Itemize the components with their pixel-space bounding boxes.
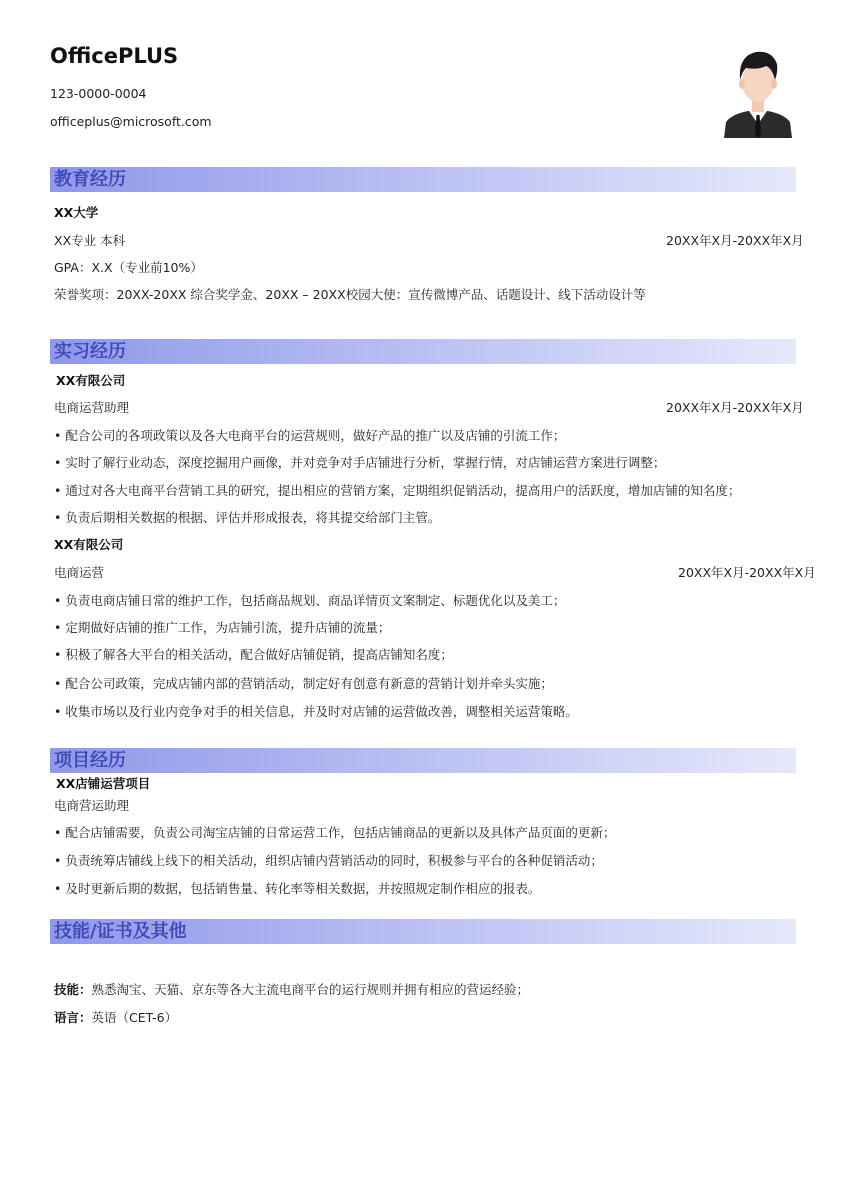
job-role: 电商运营助理: [54, 400, 130, 415]
skills-label: 技能：: [54, 982, 92, 997]
skills-text: 熟悉淘宝、天猫、京东等各大主流电商平台的运行规则并拥有相应的营运经验；: [91, 982, 530, 997]
project-bullet: • 及时更新后期的数据，包括销售量、转化率等相关数据，并按照规定制作相应的报表。: [54, 881, 540, 897]
section-skills: [50, 919, 796, 944]
job-bullet: • 负责后期相关数据的根据、评估并形成报表，将其提交给部门主管。: [54, 510, 440, 526]
avatar: [722, 44, 794, 138]
email-address: officeplus@microsoft.com: [50, 114, 212, 129]
company-name: XX有限公司: [56, 373, 126, 388]
job-bullet: • 实时了解行业动态，深度挖掘用户画像，并对竞争对手店铺进行分析，掌握行情，对店铺运营方案进行调整；: [54, 455, 665, 471]
job-bullet: • 通过对各大电商平台营销工具的研究，提出相应的营销方案，定期组织促销活动，提高用户的活跃度，增加店铺的知名度；: [54, 483, 740, 499]
section-internship: [50, 339, 796, 364]
project-name: XX店铺运营项目: [56, 776, 151, 791]
job-bullet: • 配合公司政策，完成店铺内部的营销活动，制定好有创意有新意的营销计划并牵头实施；: [54, 676, 553, 692]
section-project: [50, 748, 796, 773]
job-bullet: • 收集市场以及行业内竞争对手的相关信息，并及时对店铺的运营做改善，调整相关运营策略。: [54, 704, 578, 720]
candidate-name: OfficePLUS: [50, 44, 179, 68]
awards: 荣誉奖项：20XX-20XX 综合奖学金、20XX – 20XX校园大使：宣传微博产品、话题设计、线下活动设计等: [54, 287, 646, 302]
project-role: 电商营运助理: [54, 798, 130, 813]
project-bullet: • 配合店铺需要，负责公司淘宝店铺的日常运营工作，包括店铺商品的更新以及具体产品页面的更新；: [54, 825, 615, 841]
language-label: 语言：: [54, 1010, 92, 1025]
major-degree: XX专业 本科: [54, 233, 126, 248]
section-title: 项目经历: [54, 750, 126, 771]
job-bullet: • 定期做好店铺的推广工作，为店铺引流，提升店铺的流量；: [54, 620, 390, 636]
language-text: 英语（CET-6）: [91, 1010, 178, 1025]
school-name: XX大学: [54, 205, 99, 220]
section-title: 技能/证书及其他: [54, 921, 187, 942]
gpa: GPA：X.X（专业前10%）: [54, 260, 203, 275]
company-name: XX有限公司: [54, 537, 124, 552]
job-bullet: • 负责电商店铺日常的维护工作，包括商品规划、商品详情页文案制定、标题优化以及美工；: [54, 593, 565, 609]
skills-line: [54, 982, 529, 998]
section-title: 实习经历: [54, 341, 126, 362]
job-bullet: • 积极了解各大平台的相关活动，配合做好店铺促销，提高店铺知名度；: [54, 647, 453, 663]
job-date: 20XX年X月-20XX年X月: [666, 400, 804, 415]
language-line: [54, 1010, 177, 1026]
job-bullet: • 配合公司的各项政策以及各大电商平台的运营规则，做好产品的推广以及店铺的引流工作；: [54, 428, 565, 444]
job-role: 电商运营: [54, 565, 105, 580]
project-bullet: • 负责统筹店铺线上线下的相关活动，组织店铺内营销活动的同时，积极参与平台的各种促销活动；: [54, 853, 603, 869]
phone-number: 123-0000-0004: [50, 86, 147, 101]
job-date: 20XX年X月-20XX年X月: [678, 565, 816, 580]
section-title: 教育经历: [54, 169, 126, 190]
section-education: [50, 167, 796, 192]
education-date: 20XX年X月-20XX年X月: [666, 233, 804, 248]
